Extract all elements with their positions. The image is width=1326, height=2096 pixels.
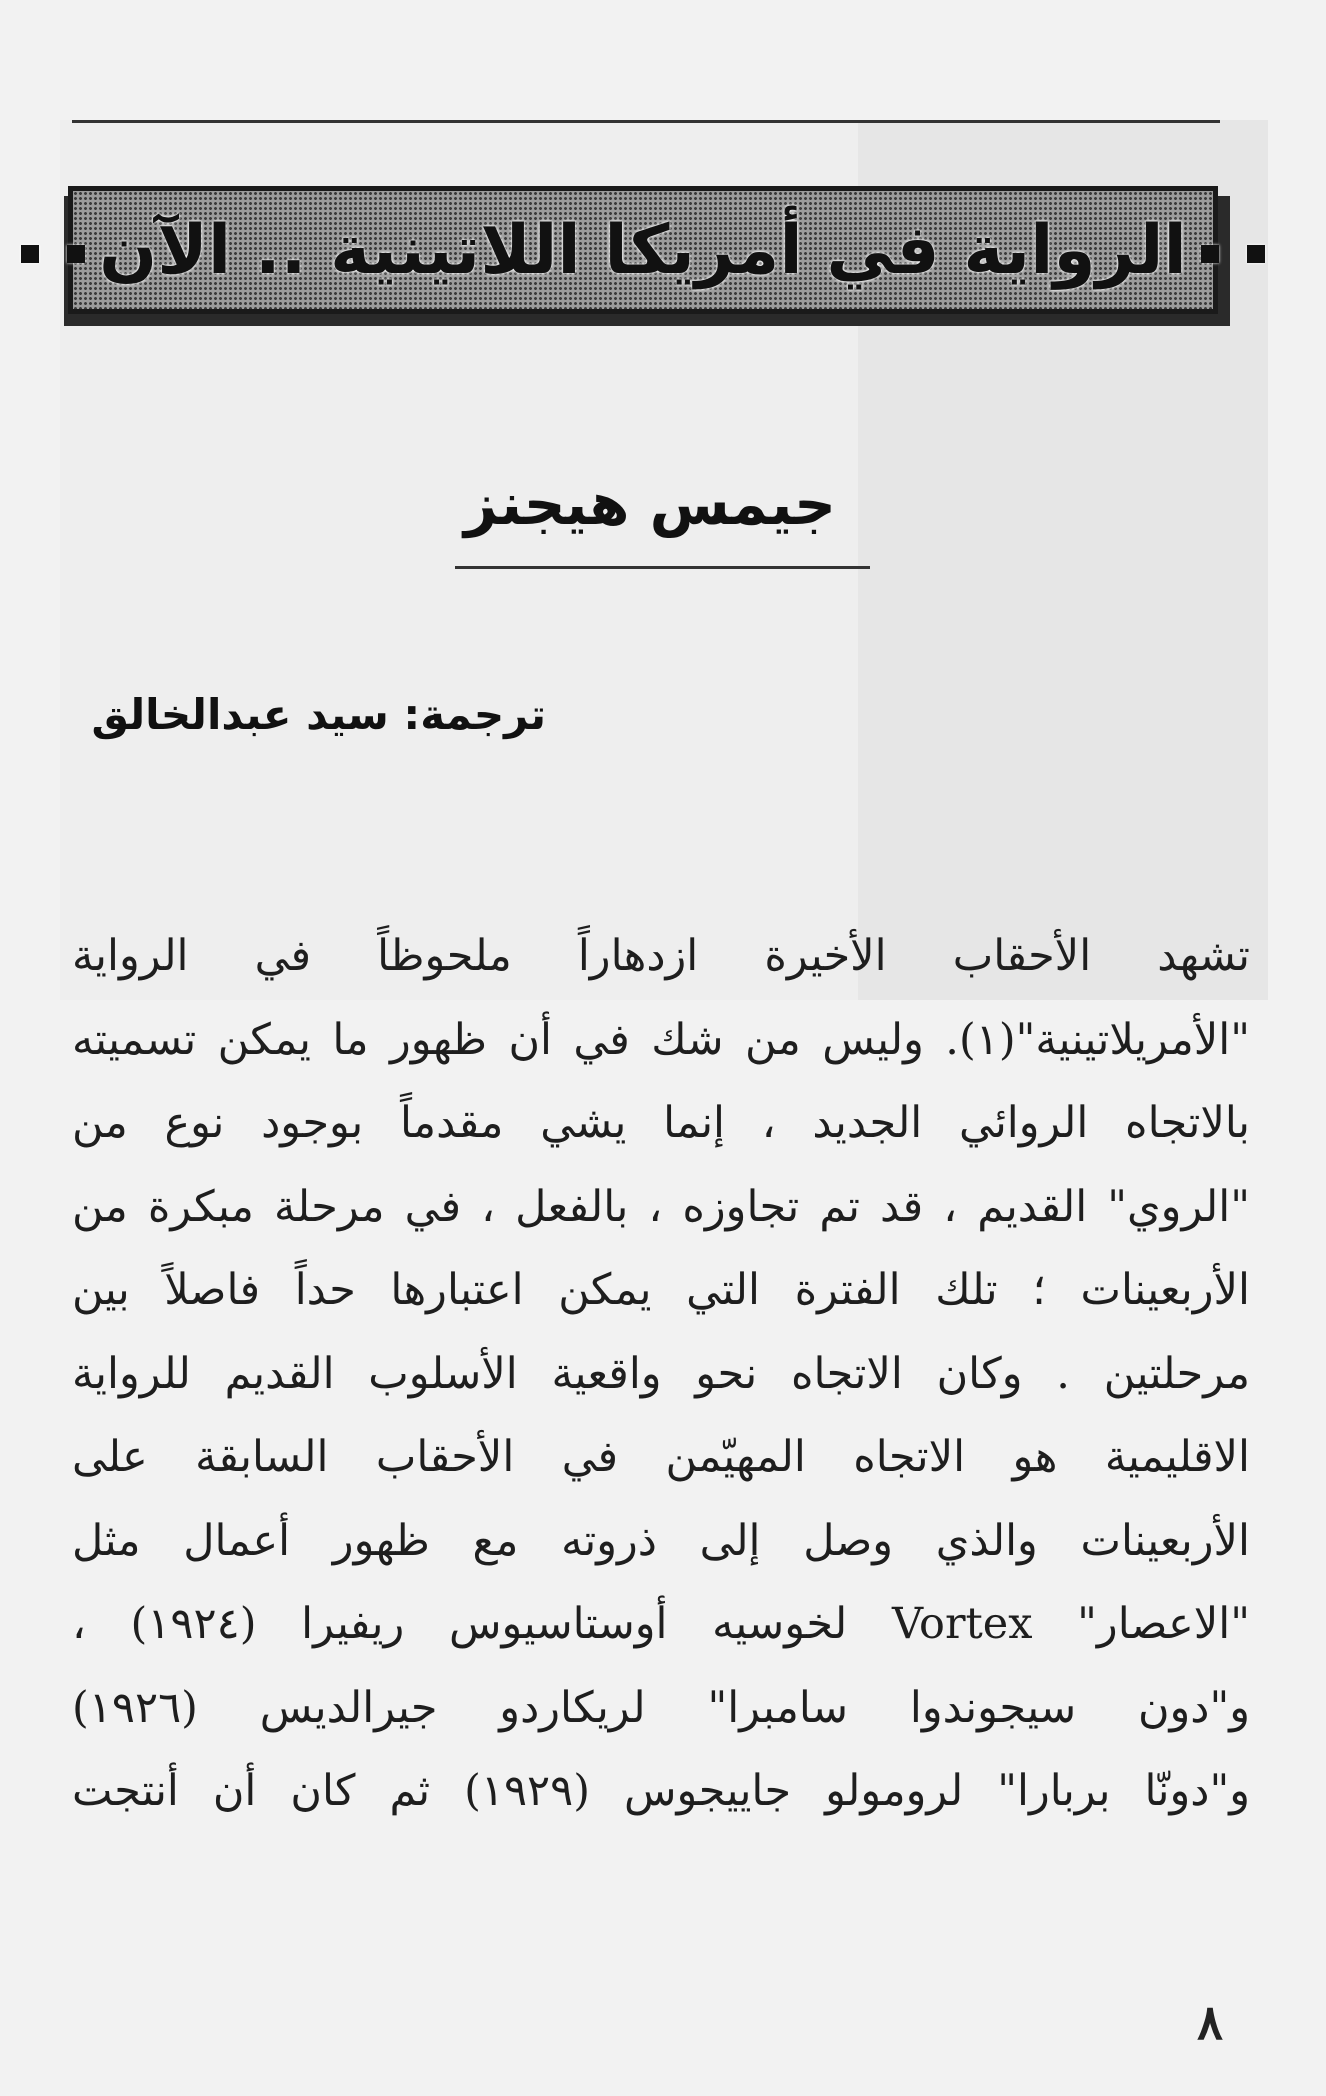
body-line: مرحلتين . وكان الاتجاه نحو واقعية الأسلوب القديم للرواية (72, 1348, 1250, 1399)
author-name: جيمس هيجنز (464, 470, 836, 538)
body-line: تشهد الأحقاب الأخيرة ازدهاراً ملحوظاً في الرواية (72, 931, 1250, 981)
body-text (72, 915, 1250, 1834)
body-line: "الأمريلاتينية"(١). وليس من شك في أن ظهور ما يمكن تسميته (72, 1014, 1250, 1065)
body-line: "الروي" القديم ، قد تم تجاوزه ، بالفعل ، في مرحلة مبكرة من (72, 1181, 1250, 1232)
body-line: الأربعينات والذي وصل إلى ذروته مع ظهور أعمال مثل (72, 1515, 1250, 1566)
body-line: و"دون سيجوندوا سامبرا" لريكاردو جيرالديس (١٩٢٦) (72, 1682, 1250, 1733)
square-bullet-icon (67, 245, 85, 263)
page-number: ٨ (1197, 1995, 1223, 2051)
body-line: الاقليمية هو الاتجاه المهيّمن في الأحقاب السابقة على (72, 1432, 1250, 1482)
body-line: "الاعصار" Vortex لخوسيه أوستاسيوس ريفيرا (١٩٢٤) ، (72, 1599, 1250, 1649)
square-bullet-icon (21, 245, 39, 263)
body-line: و"دونّا بربارا" لرومولو جاييجوس (١٩٢٩) ثم كان أن أنتجت (72, 1766, 1250, 1816)
translator-credit: ترجمة: سيد عبدالخالق (91, 690, 546, 739)
body-line: بالاتجاه الروائي الجديد ، إنما يشي مقدماً بوجود نوع من (72, 1098, 1250, 1148)
article-title: الرواية في أمريكا اللاتينية .. الآن (99, 210, 1187, 290)
square-bullet-icon (1247, 245, 1265, 263)
body-line: الأربعينات ؛ تلك الفترة التي يمكن اعتبارها حداً فاصلاً بين (72, 1265, 1250, 1315)
title-line (7, 211, 1279, 290)
square-bullet-icon (1201, 245, 1219, 263)
title-banner (68, 186, 1218, 314)
top-rule (72, 120, 1220, 123)
author-underline (455, 566, 870, 569)
